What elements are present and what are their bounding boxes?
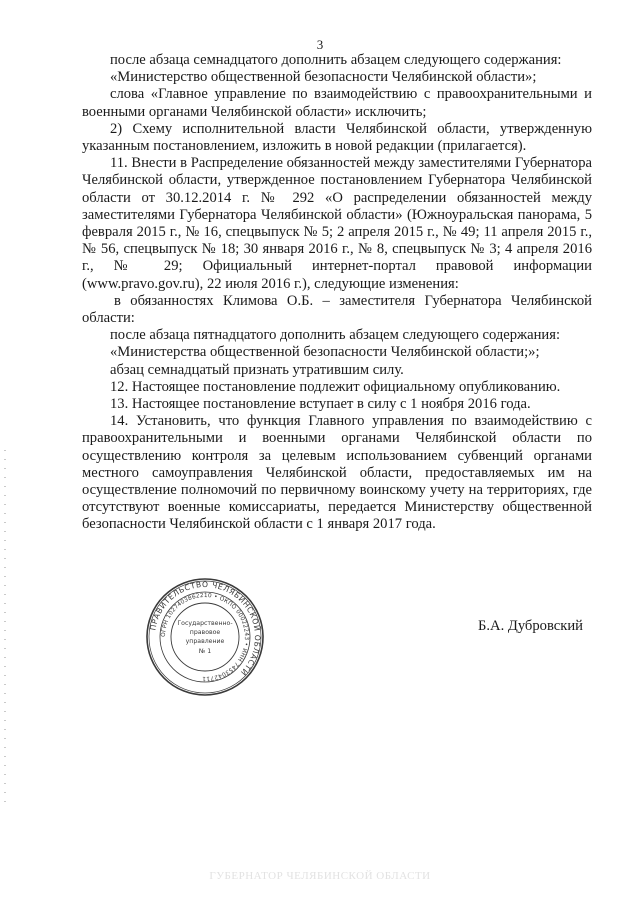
paragraph: в обязанностях Климова О.Б. – заместителя Губернатора Челябинской области: — [82, 292, 592, 327]
paragraph: «Министерство общественной безопасности Челябинской области»; — [110, 69, 537, 86]
page-number: 3 — [316, 37, 324, 52]
seal-center-line: № 1 — [198, 648, 212, 655]
seal-center-line: управление — [185, 638, 225, 645]
scan-margin-marks — [4, 450, 6, 810]
official-seal — [145, 577, 265, 697]
seal-center-line: правовое — [189, 629, 221, 636]
footer-watermark: ГУБЕРНАТОР ЧЕЛЯБИНСКОЙ ОБЛАСТИ — [209, 870, 431, 882]
paragraph: 2) Схему исполнительной власти Челябинской области, утвержденную указанным постановлением, изложить в новой редакции (прилагается). — [82, 120, 592, 155]
signatory-name: Б.А. Дубровский — [478, 618, 583, 634]
paragraph: 12. Настоящее постановление подлежит официальному опубликованию. — [110, 378, 561, 395]
paragraph: 14. Установить, что функция Главного управления по взаимодействию с правоохранительными и военными органами Челябинской области по осуществлению контроля за целевым использованием субвенций органами местного самоуправления Челябинской области, предоставляемых им на осуществление полномочий по первичному воинскому учету на территориях, где отсутствуют военные комиссариаты, передается Министерству общественной безопасности Челябинской области с 1 января 2017 года. — [82, 413, 592, 533]
paragraph: абзац семнадцатый признать утратившим силу. — [110, 361, 404, 378]
paragraph: после абзаца пятнадцатого дополнить абзацем следующего содержания: — [110, 327, 560, 344]
paragraph: слова «Главное управление по взаимодействию с правоохранительными и военными органами Челябинской области» исключить; — [82, 86, 592, 120]
paragraph: 13. Настоящее постановление вступает в силу с 1 ноября 2016 года. — [110, 396, 531, 413]
seal-inner-text: ОГРН 1027403862210 • ОКПО 00022243 • ИНН 7453042711 — [160, 592, 250, 682]
seal-outer-text: ПРАВИТЕЛЬСТВО ЧЕЛЯБИНСКОЙ ОБЛАСТИ — [148, 579, 263, 678]
paragraph: после абзаца семнадцатого дополнить абзацем следующего содержания: — [110, 52, 562, 68]
paragraph: 11. Внести в Распределение обязанностей между заместителями Губернатора Челябинской области, утвержденное постановлением Губернатора Челябинской области от 30.12.2014 г. № 292 «О распределении обязанностей между заместителями Губернатора Челябинской области» (Южноуральская панорама, 5 февраля 2015 г., № 16, спецвыпуск № 5; 2 апреля 2015 г., № 49; 11 апреля 2015 г., № 56, спецвыпуск № 18; 30 января 2016 г., № 8, спецвыпуск № 3; 4 апреля 2016 г., № 29; Официальный интернет-портал правовой информации (www.pravo.gov.ru), 22 июля 2016 г.), следующие изменения: — [82, 155, 592, 292]
svg-text:ОГРН 1027403862210 • ОКПО 0002 — [161, 593, 249, 681]
seal-center-line: Государственно- — [177, 620, 233, 627]
document-body — [82, 52, 592, 534]
paragraph: «Министерства общественной безопасности Челябинской области;»; — [110, 344, 540, 361]
